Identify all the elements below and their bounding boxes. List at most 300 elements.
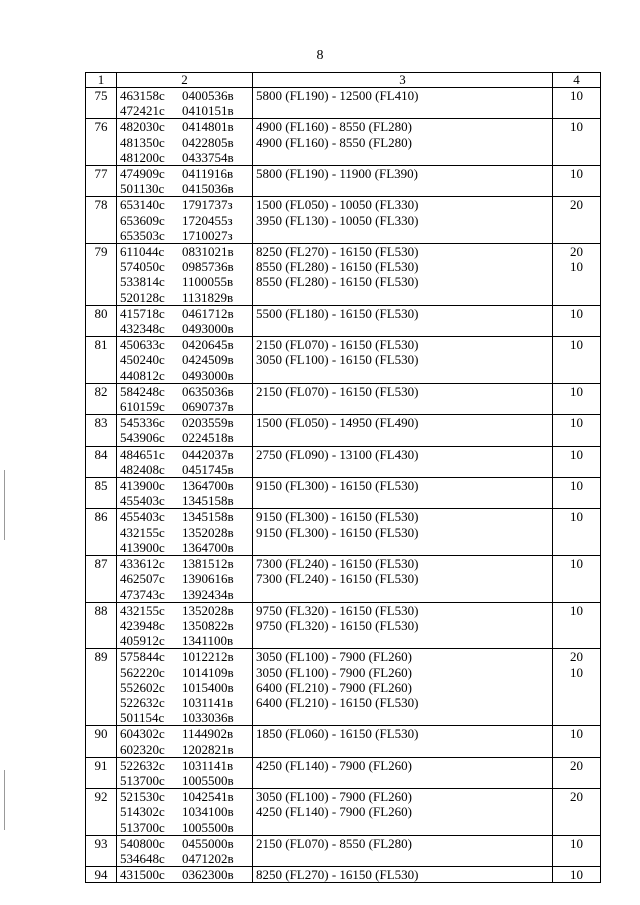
coordinate-pair <box>120 337 249 352</box>
row-number: 85 <box>86 478 117 509</box>
coordinate-pair <box>120 665 249 680</box>
table-row <box>86 867 601 883</box>
altitude-range: 4900 (FL160) - 8550 (FL280) <box>256 119 412 135</box>
value-cell <box>553 835 601 866</box>
latitude: 423948с <box>120 617 165 633</box>
latitude: 653503с <box>120 227 165 243</box>
coordinate-pair <box>120 306 249 321</box>
coordinates-cell <box>117 415 253 446</box>
altitude-range: 1850 (FL060) - 16150 (FL530) <box>256 726 419 742</box>
value-cell <box>553 867 601 883</box>
coordinate-pair <box>120 867 249 882</box>
altitude-range: 5800 (FL190) - 11900 (FL390) <box>256 166 419 182</box>
longitude: 1341100в <box>182 633 234 649</box>
longitude: 1364700в <box>182 539 234 555</box>
value: 10 <box>570 478 583 494</box>
coordinate-pair <box>120 462 249 477</box>
latitude: 450633с <box>120 337 165 353</box>
longitude: 0985736в <box>182 259 234 275</box>
latitude: 513700с <box>120 772 165 788</box>
longitude: 0471202в <box>182 850 234 866</box>
altitude-range-cell <box>253 509 553 556</box>
coordinate-pair <box>120 540 249 555</box>
altitude-range: 2150 (FL070) - 16150 (FL530) <box>256 383 419 399</box>
latitude: 472421с <box>120 103 165 119</box>
coordinate-pair <box>120 525 249 540</box>
table-row <box>86 383 601 414</box>
coordinate-pair <box>120 399 249 414</box>
coordinate-pair <box>120 758 249 773</box>
latitude: 540800с <box>120 835 165 851</box>
longitude: 1033036в <box>182 710 234 726</box>
latitude: 574050с <box>120 259 165 275</box>
longitude: 1364700в <box>182 478 234 494</box>
latitude: 463158с <box>120 88 165 103</box>
airspace-table <box>85 72 601 883</box>
table-row <box>86 244 601 306</box>
table-row <box>86 446 601 477</box>
altitude-range-cell <box>253 602 553 649</box>
longitude: 0414801в <box>182 119 234 135</box>
header-col-3: 3 <box>253 73 553 88</box>
longitude: 0493000в <box>182 367 234 383</box>
value: 20 <box>570 197 583 213</box>
longitude: 0635036в <box>182 383 234 399</box>
coordinates-cell <box>117 649 253 726</box>
latitude: 653140с <box>120 197 165 213</box>
altitude-range-cell <box>253 726 553 757</box>
altitude-range: 8250 (FL270) - 16150 (FL530) <box>256 244 419 260</box>
value: 10 <box>570 664 583 680</box>
coordinate-pair <box>120 119 249 134</box>
coordinate-pair <box>120 695 249 710</box>
value-cell <box>553 757 601 788</box>
coordinate-pair <box>120 820 249 835</box>
coordinate-pair <box>120 789 249 804</box>
coordinate-pair <box>120 649 249 664</box>
latitude: 653609с <box>120 212 165 228</box>
coordinate-pair <box>120 710 249 725</box>
coordinate-pair <box>120 726 249 741</box>
longitude: 1720455з <box>182 212 233 228</box>
coordinate-pair <box>120 274 249 289</box>
longitude: 0415036в <box>182 181 234 197</box>
value: 10 <box>570 726 583 742</box>
altitude-range: 4250 (FL140) - 7900 (FL260) <box>256 757 412 773</box>
latitude: 482030с <box>120 119 165 135</box>
value: 10 <box>570 383 583 399</box>
longitude: 1390616в <box>182 571 234 587</box>
scan-edge-mark <box>4 770 5 830</box>
value: 20 <box>570 649 583 665</box>
coordinate-pair <box>120 259 249 274</box>
coordinate-pair <box>120 509 249 524</box>
longitude: 1791737з <box>182 197 233 213</box>
coordinate-pair <box>120 587 249 602</box>
row-number: 76 <box>86 119 117 166</box>
table-row <box>86 478 601 509</box>
altitude-range: 9750 (FL320) - 16150 (FL530) <box>256 602 419 618</box>
altitude-range: 5500 (FL180) - 16150 (FL530) <box>256 305 419 321</box>
coordinate-pair <box>120 244 249 259</box>
value: 10 <box>570 556 583 572</box>
table-row <box>86 726 601 757</box>
coordinates-cell <box>117 509 253 556</box>
altitude-range-cell <box>253 166 553 197</box>
longitude: 1042541в <box>182 789 234 805</box>
longitude: 1710027з <box>182 227 233 243</box>
latitude: 413900с <box>120 478 165 494</box>
coordinates-cell <box>117 446 253 477</box>
value: 10 <box>570 446 583 462</box>
altitude-range: 9150 (FL300) - 16150 (FL530) <box>256 509 419 525</box>
coordinate-pair <box>120 166 249 181</box>
value-cell <box>553 88 601 119</box>
coordinate-pair <box>120 556 249 571</box>
value: 10 <box>570 867 583 883</box>
longitude: 1034100в <box>182 804 234 820</box>
coordinates-cell <box>117 789 253 836</box>
table-row <box>86 556 601 603</box>
value: 20 <box>570 789 583 805</box>
longitude: 0362300в <box>182 867 234 883</box>
latitude: 462507с <box>120 571 165 587</box>
coordinate-pair <box>120 804 249 819</box>
latitude: 562220с <box>120 664 165 680</box>
table-row <box>86 337 601 384</box>
coordinates-cell <box>117 602 253 649</box>
latitude: 501154с <box>120 710 165 726</box>
coordinate-pair <box>120 213 249 228</box>
coordinate-pair <box>120 836 249 851</box>
value-cell <box>553 305 601 336</box>
coordinate-pair <box>120 603 249 618</box>
altitude-range: 1500 (FL050) - 14950 (FL490) <box>256 415 419 431</box>
value-cell <box>553 649 601 726</box>
coordinates-cell <box>117 337 253 384</box>
latitude: 575844с <box>120 649 165 665</box>
coordinates-cell <box>117 478 253 509</box>
latitude: 433612с <box>120 556 165 572</box>
latitude: 481350с <box>120 134 165 150</box>
latitude: 455403с <box>120 493 165 509</box>
longitude: 0410151в <box>182 103 234 119</box>
coordinate-pair <box>120 742 249 757</box>
altitude-range-cell <box>253 197 553 244</box>
longitude: 1381512в <box>182 556 234 572</box>
latitude: 413900с <box>120 539 165 555</box>
latitude: 610159с <box>120 399 165 415</box>
value: 10 <box>570 166 583 182</box>
row-number: 90 <box>86 726 117 757</box>
coordinate-pair <box>120 618 249 633</box>
value-cell <box>553 197 601 244</box>
longitude: 0461712в <box>182 305 234 321</box>
coordinate-pair <box>120 228 249 243</box>
latitude: 545336с <box>120 415 165 431</box>
value-cell <box>553 244 601 306</box>
longitude: 1345158в <box>182 493 234 509</box>
value: 10 <box>570 337 583 353</box>
altitude-range: 7300 (FL240) - 16150 (FL530) <box>256 556 419 572</box>
table-row <box>86 757 601 788</box>
latitude: 602320с <box>120 741 165 757</box>
value: 10 <box>570 305 583 321</box>
row-number: 82 <box>86 383 117 414</box>
value-cell <box>553 446 601 477</box>
altitude-range: 3050 (FL100) - 7900 (FL260) <box>256 664 412 680</box>
longitude: 1015400в <box>182 679 234 695</box>
coordinate-pair <box>120 368 249 383</box>
coordinate-pair <box>120 290 249 305</box>
table-row <box>86 602 601 649</box>
longitude: 1144902в <box>182 726 234 742</box>
latitude: 450240с <box>120 352 165 368</box>
table-row <box>86 509 601 556</box>
longitude: 0422805в <box>182 134 234 150</box>
table-row <box>86 88 601 119</box>
table-row <box>86 415 601 446</box>
value: 10 <box>570 119 583 135</box>
latitude: 473743с <box>120 586 165 602</box>
altitude-range: 2150 (FL070) - 16150 (FL530) <box>256 337 419 353</box>
row-number: 92 <box>86 789 117 836</box>
scan-edge-mark <box>4 470 5 540</box>
coordinate-pair <box>120 773 249 788</box>
table-row <box>86 789 601 836</box>
altitude-range: 8250 (FL270) - 16150 (FL530) <box>256 867 419 883</box>
row-number: 83 <box>86 415 117 446</box>
coordinate-pair <box>120 680 249 695</box>
coordinate-pair <box>120 415 249 430</box>
altitude-range-cell <box>253 119 553 166</box>
altitude-range-cell <box>253 337 553 384</box>
latitude: 520128с <box>120 289 165 305</box>
altitude-range-cell <box>253 383 553 414</box>
longitude: 1005500в <box>182 772 234 788</box>
value: 10 <box>570 509 583 525</box>
latitude: 584248с <box>120 383 165 399</box>
latitude: 405912с <box>120 633 165 649</box>
latitude: 513700с <box>120 819 165 835</box>
latitude: 543906с <box>120 430 165 446</box>
row-number: 87 <box>86 556 117 603</box>
coordinate-pair <box>120 633 249 648</box>
table-row <box>86 166 601 197</box>
longitude: 1100055в <box>182 274 234 290</box>
altitude-range-cell <box>253 835 553 866</box>
longitude: 0424509в <box>182 352 234 368</box>
table-row <box>86 835 601 866</box>
value: 10 <box>570 88 583 103</box>
altitude-range: 4900 (FL160) - 8550 (FL280) <box>256 134 412 150</box>
latitude: 521530с <box>120 789 165 805</box>
row-number: 80 <box>86 305 117 336</box>
longitude: 0451745в <box>182 461 234 477</box>
altitude-range-cell <box>253 446 553 477</box>
coordinates-cell <box>117 244 253 306</box>
coordinate-pair <box>120 181 249 196</box>
value-cell <box>553 789 601 836</box>
altitude-range-cell <box>253 757 553 788</box>
latitude: 522632с <box>120 694 165 710</box>
coordinate-pair <box>120 150 249 165</box>
altitude-range-cell <box>253 867 553 883</box>
coordinates-cell <box>117 867 253 883</box>
latitude: 534648с <box>120 850 165 866</box>
altitude-range: 8550 (FL280) - 16150 (FL530) <box>256 259 419 275</box>
latitude: 455403с <box>120 509 165 525</box>
altitude-range: 6400 (FL210) - 7900 (FL260) <box>256 679 412 695</box>
row-number: 86 <box>86 509 117 556</box>
altitude-range: 2750 (FL090) - 13100 (FL430) <box>256 446 419 462</box>
altitude-range: 3050 (FL100) - 7900 (FL260) <box>256 649 412 665</box>
coordinate-pair <box>120 88 249 103</box>
longitude: 1352028в <box>182 602 234 618</box>
value-cell <box>553 509 601 556</box>
coordinates-cell <box>117 305 253 336</box>
latitude: 415718с <box>120 305 165 321</box>
row-number: 88 <box>86 602 117 649</box>
coordinates-cell <box>117 757 253 788</box>
longitude: 0400536в <box>182 88 234 103</box>
coordinate-pair <box>120 103 249 118</box>
latitude: 501130с <box>120 181 165 197</box>
value-cell <box>553 415 601 446</box>
value-cell <box>553 478 601 509</box>
latitude: 533814с <box>120 274 165 290</box>
row-number: 78 <box>86 197 117 244</box>
latitude: 604302с <box>120 726 165 742</box>
coordinates-cell <box>117 119 253 166</box>
coordinates-cell <box>117 726 253 757</box>
coordinate-pair <box>120 493 249 508</box>
altitude-range: 2150 (FL070) - 8550 (FL280) <box>256 835 412 851</box>
table-row <box>86 119 601 166</box>
table-body <box>86 88 601 883</box>
longitude: 0224518в <box>182 430 234 446</box>
latitude: 432348с <box>120 321 165 337</box>
row-number: 84 <box>86 446 117 477</box>
row-number: 81 <box>86 337 117 384</box>
altitude-range-cell <box>253 649 553 726</box>
coordinate-pair <box>120 352 249 367</box>
coordinate-pair <box>120 478 249 493</box>
altitude-range-cell <box>253 88 553 119</box>
latitude: 440812с <box>120 367 165 383</box>
row-number: 77 <box>86 166 117 197</box>
row-number: 91 <box>86 757 117 788</box>
row-number: 93 <box>86 835 117 866</box>
value-cell <box>553 556 601 603</box>
value: 10 <box>570 602 583 618</box>
value-cell <box>553 383 601 414</box>
longitude: 0831021в <box>182 244 234 260</box>
value-cell <box>553 119 601 166</box>
altitude-range: 9150 (FL300) - 16150 (FL530) <box>256 524 419 540</box>
longitude: 1202821в <box>182 741 234 757</box>
longitude: 0442037в <box>182 446 234 462</box>
longitude: 1005500в <box>182 819 234 835</box>
header-col-1: 1 <box>86 73 117 88</box>
page-number: 8 <box>316 48 324 63</box>
longitude: 0411916в <box>182 166 234 182</box>
altitude-range: 6400 (FL210) - 16150 (FL530) <box>256 694 419 710</box>
latitude: 482408с <box>120 461 165 477</box>
value-cell <box>553 337 601 384</box>
longitude: 0690737в <box>182 399 234 415</box>
row-number: 89 <box>86 649 117 726</box>
coordinate-pair <box>120 197 249 212</box>
longitude: 0203559в <box>182 415 234 431</box>
altitude-range-cell <box>253 789 553 836</box>
longitude: 0420645в <box>182 337 234 353</box>
latitude: 611044с <box>120 244 165 260</box>
altitude-range: 1500 (FL050) - 10050 (FL330) <box>256 197 419 213</box>
value-cell <box>553 602 601 649</box>
altitude-range-cell <box>253 305 553 336</box>
table-row <box>86 305 601 336</box>
table-header-row <box>86 73 601 88</box>
coordinates-cell <box>117 88 253 119</box>
latitude: 432155с <box>120 602 165 618</box>
altitude-range-cell <box>253 556 553 603</box>
altitude-range-cell <box>253 244 553 306</box>
latitude: 432155с <box>120 524 165 540</box>
value: 20 <box>570 244 583 260</box>
altitude-range: 9150 (FL300) - 16150 (FL530) <box>256 478 419 494</box>
latitude: 514302с <box>120 804 165 820</box>
longitude: 0455000в <box>182 835 234 851</box>
longitude: 1031141в <box>182 757 234 773</box>
latitude: 552602с <box>120 679 165 695</box>
altitude-range: 3050 (FL100) - 16150 (FL530) <box>256 352 419 368</box>
latitude: 522632с <box>120 757 165 773</box>
header-col-4: 4 <box>553 73 601 88</box>
longitude: 1012212в <box>182 649 234 665</box>
value: 10 <box>570 259 583 275</box>
coordinates-cell <box>117 166 253 197</box>
coordinate-pair <box>120 447 249 462</box>
row-number: 94 <box>86 867 117 883</box>
altitude-range-cell <box>253 478 553 509</box>
altitude-range: 5800 (FL190) - 12500 (FL410) <box>256 88 419 103</box>
coordinates-cell <box>117 197 253 244</box>
row-number: 75 <box>86 88 117 119</box>
coordinate-pair <box>120 430 249 445</box>
longitude: 1031141в <box>182 694 234 710</box>
longitude: 1350822в <box>182 617 234 633</box>
table-row <box>86 649 601 726</box>
altitude-range: 4250 (FL140) - 7900 (FL260) <box>256 804 412 820</box>
coordinate-pair <box>120 571 249 586</box>
latitude: 484651с <box>120 446 165 462</box>
value-cell <box>553 166 601 197</box>
coordinates-cell <box>117 383 253 414</box>
altitude-range: 9750 (FL320) - 16150 (FL530) <box>256 617 419 633</box>
coordinate-pair <box>120 321 249 336</box>
coordinates-cell <box>117 556 253 603</box>
altitude-range: 8550 (FL280) - 16150 (FL530) <box>256 274 419 290</box>
latitude: 431500с <box>120 867 165 883</box>
coordinates-cell <box>117 835 253 866</box>
longitude: 1014109в <box>182 664 234 680</box>
value-cell <box>553 726 601 757</box>
altitude-range: 7300 (FL240) - 16150 (FL530) <box>256 571 419 587</box>
value: 10 <box>570 415 583 431</box>
value: 10 <box>570 835 583 851</box>
longitude: 0433754в <box>182 149 234 165</box>
